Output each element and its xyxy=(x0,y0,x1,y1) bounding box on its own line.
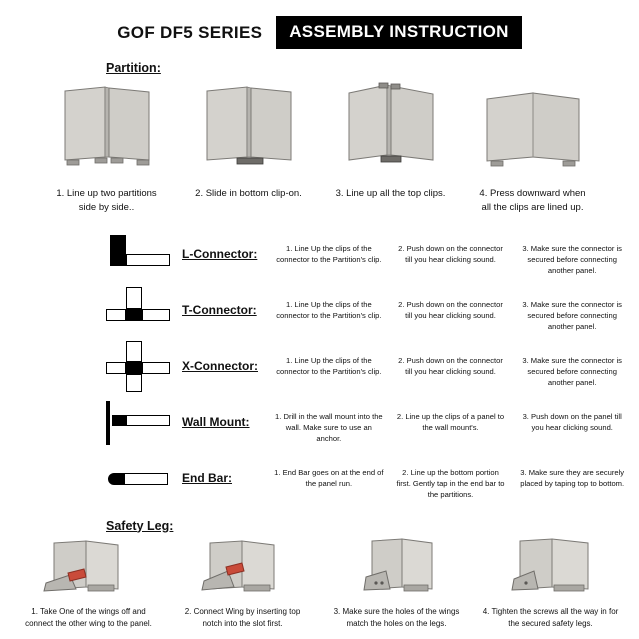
connector-step: 1. Line Up the clips of the connector to the Partition's clip. xyxy=(276,355,382,376)
safety-leg-step-caption: 4. Tighten the screws all the way in for the secured safety legs. xyxy=(482,606,619,628)
slide-bottom-clip-icon xyxy=(193,81,305,177)
assembly-instruction-badge: ASSEMBLY INSTRUCTION xyxy=(276,16,521,49)
safety-leg-step xyxy=(481,537,621,630)
connector-step: 3. Make sure the connector is secured before connecting another panel. xyxy=(522,299,622,332)
partition-step-3-illustration xyxy=(335,81,447,177)
connector-step: 1. Line Up the clips of the connector to the Partition's clip. xyxy=(276,243,382,264)
connector-instructions-table xyxy=(0,229,639,507)
connector-row xyxy=(0,453,639,507)
connector-step: 1. Drill in the wall mount into the wall. Make sure to use an anchor. xyxy=(275,411,383,444)
safety-leg-step xyxy=(19,537,159,630)
connector-name: Wall Mount: xyxy=(182,414,250,429)
header xyxy=(0,0,639,49)
partition-step-caption: 3. Line up all the top clips. xyxy=(335,188,446,199)
safety-leg-step-caption: 3. Make sure the holes of the wings match the holes on the legs. xyxy=(333,606,460,628)
two-panels-side-by-side-icon xyxy=(51,81,163,177)
safety-leg-section-label: Safety Leg: xyxy=(106,518,174,533)
connector-name: X-Connector: xyxy=(182,358,258,373)
connector-step: 3. Make sure the connector is secured before connecting another panel. xyxy=(522,355,622,388)
end-bar-icon xyxy=(104,453,178,505)
safety-leg-step xyxy=(327,537,467,630)
line-up-top-clips-icon xyxy=(335,81,447,177)
safety-leg-step-caption: 2. Connect Wing by inserting top notch into the slot first. xyxy=(184,606,301,628)
x-connector-icon xyxy=(104,341,178,393)
connector-name: L-Connector: xyxy=(182,246,258,261)
connector-step: 2. Line up the clips of a panel to the wall mount's. xyxy=(396,411,505,432)
partition-step xyxy=(474,81,592,215)
partition-section-label: Partition: xyxy=(106,61,161,75)
safety-leg-step xyxy=(173,537,313,630)
safety-leg-step-1-illustration xyxy=(24,537,154,599)
remove-wing-icon xyxy=(24,537,154,599)
connector-step: 2. Line up the bottom portion first. Gently tap in the end bar to the partitions. xyxy=(396,467,505,500)
partition-step-caption: 2. Slide in bottom clip-on. xyxy=(195,188,302,199)
partition-step-2-illustration xyxy=(193,81,305,177)
connector-step: 3. Make sure they are securely placed by taping top to bottom. xyxy=(520,467,625,488)
connector-row xyxy=(0,397,639,451)
partition-step-4-illustration xyxy=(477,81,589,177)
t-connector-icon xyxy=(104,285,178,337)
connector-step: 1. End Bar goes on at the end of the panel run. xyxy=(274,467,384,488)
safety-leg-step-3-illustration xyxy=(332,537,462,599)
safety-leg-step-caption: 1. Take One of the wings off and connect the other wing to the panel. xyxy=(25,606,152,628)
safety-leg-step-2-illustration xyxy=(178,537,308,599)
tighten-screws-icon xyxy=(486,537,616,599)
connect-wing-icon xyxy=(178,537,308,599)
connector-step: 3. Push down on the panel till you hear clicking sound. xyxy=(522,411,622,432)
connector-row xyxy=(0,285,639,339)
safety-leg-step-4-illustration xyxy=(486,537,616,599)
wall-mount-icon xyxy=(104,397,178,449)
partition-step-caption: 1. Line up two partitions side by side.. xyxy=(56,188,157,213)
connector-row xyxy=(0,341,639,395)
safety-leg-steps-row xyxy=(0,537,639,630)
l-connector-icon xyxy=(104,229,178,281)
partition-step-1-illustration xyxy=(51,81,163,177)
partition-step xyxy=(48,81,166,215)
connector-name: T-Connector: xyxy=(182,302,257,317)
match-holes-icon xyxy=(332,537,462,599)
connector-step: 2. Push down on the connector till you hear clicking sound. xyxy=(398,299,503,320)
partition-step xyxy=(332,81,450,215)
partition-step xyxy=(190,81,308,215)
partition-step-caption: 4. Press downward when all the clips are lined up. xyxy=(479,188,586,213)
connector-step: 2. Push down on the connector till you hear clicking sound. xyxy=(398,243,503,264)
page-title: GOF DF5 SERIES xyxy=(117,22,263,42)
connector-step: 1. Line Up the clips of the connector to the Partition's clip. xyxy=(276,299,382,320)
press-downward-icon xyxy=(477,81,589,177)
connector-step: 3. Make sure the connector is secured before connecting another panel. xyxy=(522,243,622,276)
connector-step: 2. Push down on the connector till you hear clicking sound. xyxy=(398,355,503,376)
partition-steps-row xyxy=(0,81,639,215)
connector-name: End Bar: xyxy=(182,470,233,485)
connector-row xyxy=(0,229,639,283)
